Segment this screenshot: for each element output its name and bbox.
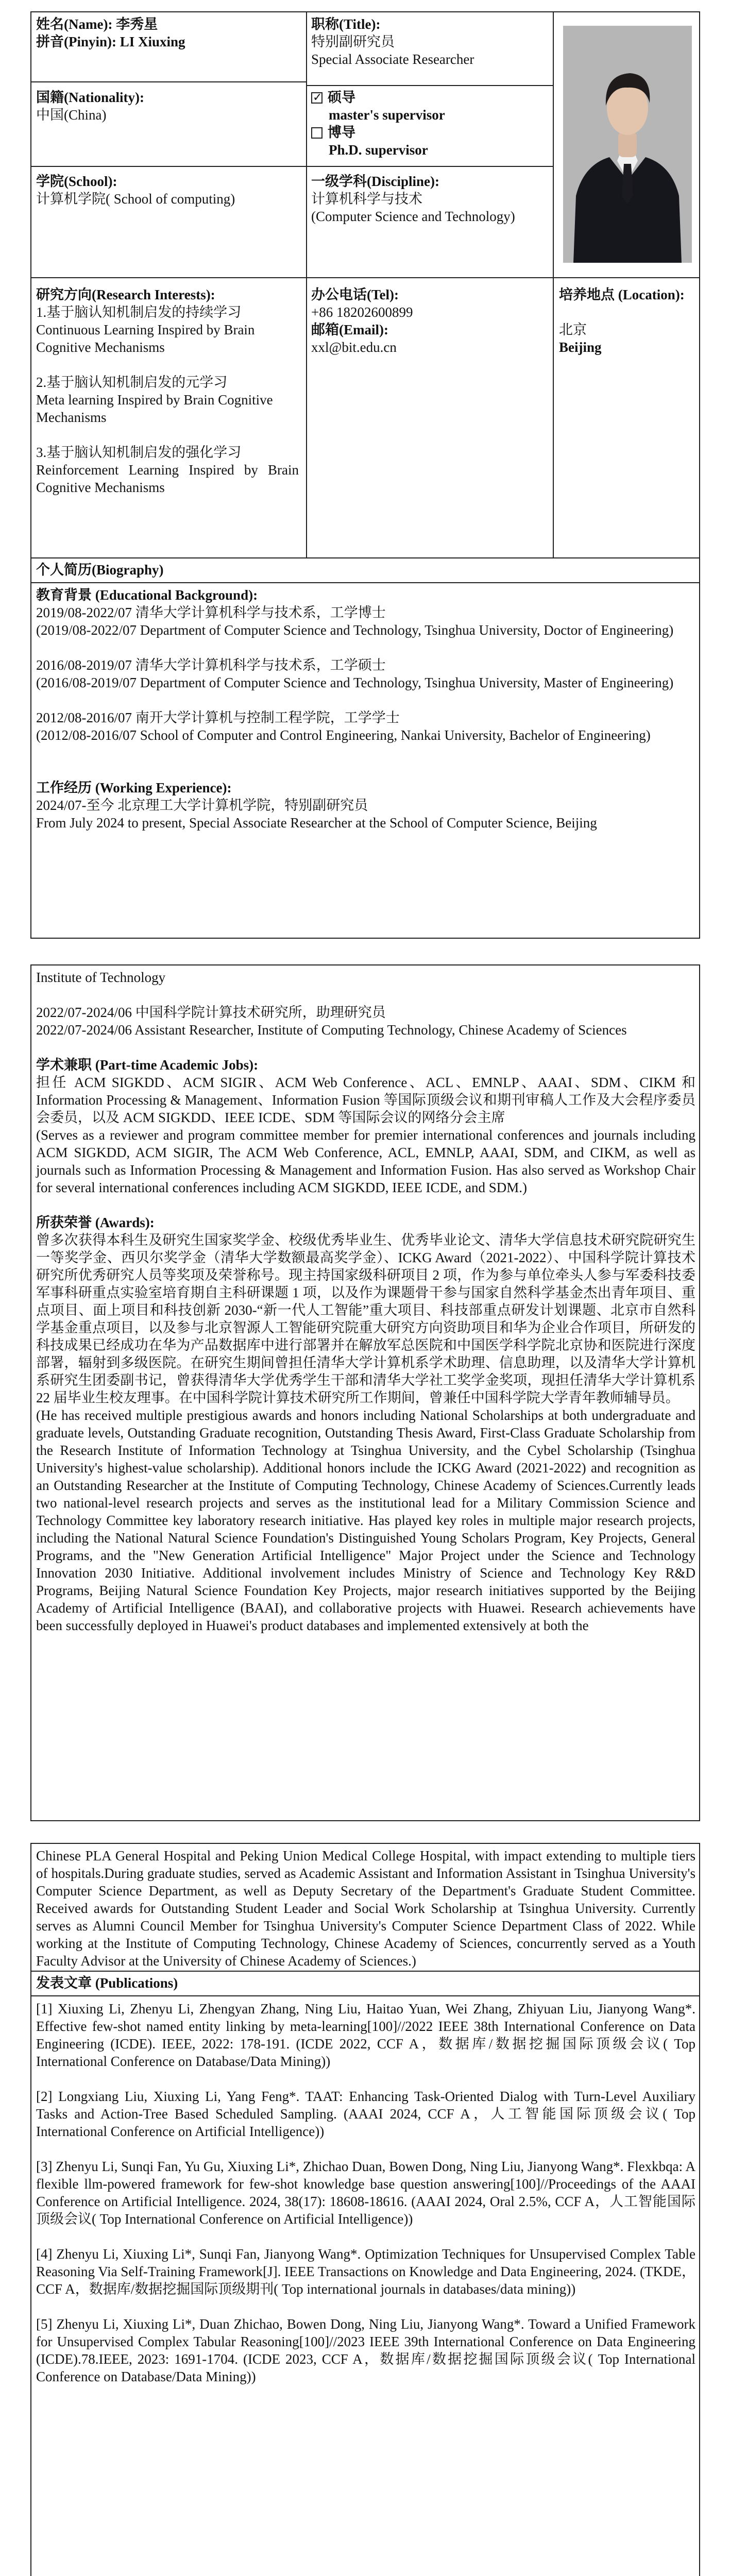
biography-header: 个人简历(Biography) xyxy=(36,562,164,578)
edu-2-cn: 2016/08-2019/07 清华大学计算机科学与技术系，工学硕士 xyxy=(36,657,386,673)
jobs-en: (Serves as a reviewer and program committee member for premier international conferences and journals including ACM SIGKDD, ACM SIGIR, The ACM Web Conference, ACL, EMNLP, AAAI, SDM, and CIKM, as well as journals such as Information Processing & Management and Information Fusion. Has also served as Workshop Chair for several international conferences including ACM SIGKDD, IEEE ICDE, and SDM.) xyxy=(36,1127,695,1195)
jobs-cn: 担任 ACM SIGKDD、ACM SIGIR、ACM Web Conference、ACL、EMNLP、AAAI、SDM、CIKM 和 Information Processing & Management、Information Fusion 等国际顶级会议和期刊审稿人工作及大会程序委员会委员，以及 ACM SIGKDD、IEEE ICDE、SDM 等国际会议的网络分会主席 xyxy=(36,1075,695,1125)
tel-value: +86 18202600899 xyxy=(311,304,413,320)
portrait-image xyxy=(563,26,692,263)
title-label: 职称(Title): xyxy=(311,16,381,32)
publication-item: [1] Xiuxing Li, Zhenyu Li, Zhengyan Zhang, Ning Liu, Haitao Yuan, Wei Zhang, Zhiyuan Liu, Jianyong Wang*. Effective few-shot named entity linking by meta-learning[100]//2022 IEEE 38th International Conference on Data Engineering (ICDE). IEEE, 2022: 178-191. (ICDE 2022, CCF A，数据库/数据挖掘国际顶级会议( Top International Conference on Database/Data Mining)) xyxy=(36,2001,695,2069)
school-label: 学院(School): xyxy=(36,174,117,189)
supervisor-cell xyxy=(311,89,548,159)
divider xyxy=(553,11,554,557)
research-item-2-cn: 2.基于脑认知机制启发的元学习 xyxy=(36,375,228,390)
supervisor-master-cn: 硕导 xyxy=(328,90,355,105)
location-cell xyxy=(559,286,695,356)
divider xyxy=(306,85,554,86)
work-1-cn: 2024/07-至今 北京理工大学计算机学院，特别副研究员 xyxy=(36,798,368,813)
discipline-value-1: 计算机科学与技术 xyxy=(311,191,422,207)
location-cn: 北京 xyxy=(559,322,587,337)
page-3 xyxy=(0,1832,730,2576)
work-1-en: From July 2024 to present, Special Associate Researcher at the School of Computer Science, Beijing xyxy=(36,815,597,831)
email-value: xxl@bit.edu.cn xyxy=(311,340,397,355)
school-value: 计算机学院( School of computing) xyxy=(36,191,235,207)
discipline-value-2: (Computer Science and Technology) xyxy=(311,209,515,224)
title-cell xyxy=(311,15,548,68)
edu-1-en: (2019/08-2022/07 Department of Computer Science and Technology, Tsinghua University, Doctor of Engineering) xyxy=(36,622,674,638)
nationality-label: 国籍(Nationality): xyxy=(36,90,144,105)
awards-heading: 所获荣誉 (Awards): xyxy=(36,1215,155,1230)
biography-body-2 xyxy=(36,969,695,1634)
work-1-en-cont: Institute of Technology xyxy=(36,970,166,985)
research-cell xyxy=(36,286,299,496)
awards-cn: 曾多次获得本科生及研究生国家奖学金、校级优秀毕业生、优秀毕业论文、清华大学信息技术研究院研究生一等奖学金、西贝尔奖学金（清华大学数额最高奖学金）、ICKG Award（2021-2022）、中国科学院计算技术研究所优秀研究人员等奖项及荣誉称号。现主持国家级科研项目 2 项，作为参与单位牵头人参与军委科技委军事科研重点实验室培育期自主科研课题 1 项，以及作为课题骨干参与国家自然科学基金杰出青年项目、重点项目、面上项目和科技创新 2030-“新一代人工智能”重大项目、科技部重点研发计划课题、北京市自然科学基金重点项目，以及参与北京智源人工智能研究院重大研究方向资助项目和华为企业合作项目，所研发的科技成果已经成功在华为产品数据库中进行部署并在解放军总医院和中国医学科学院北京协和医院进行深度部署，辐射到多级医院。在研究生期间曾担任清华大学计算机系学术助理、信息助理，以及清华大学计算机系研究生团委副书记，曾获得清华大学优秀学生干部和清华大学社工奖学金奖项，现担任清华大学计算机系 22 届毕业生校友理事。在中国科学院计算技术研究所工作期间，曾兼任中国科学院大学青年教师辅导员。 xyxy=(36,1232,695,1405)
awards-en: (He has received multiple prestigious awards and honors including National Scholarships at both undergraduate and graduate levels, Outstanding Graduate recognition, Outstanding Thesis Award, First-Class Graduate Scholarship from the Research Institute of Information Technology at Tsinghua University, and the Cybel Scholarship (Tsinghua University's highest-value scholarship). Additional honors include the ICKG Award (2021-2022) and recognition as an Outstanding Researcher at the Institute of Computing Technology, Chinese Academy of Sciences.Currently leads two national-level research projects and serves as the institutional lead for a Military Commission Science and Technology Committee key laboratory research initiative. Has played key roles in multiple major research projects, including the National Natural Science Foundation's Distinguished Young Scholars Program, Key Projects, General Programs, and the "New Generation Artificial Intelligence" Major Project under the Science and Technology Innovation 2030 Initiative. Additional involvement includes Ministry of Science and Technology Key R&D Programs, Beijing Natural Science Foundation Key Projects, major research initiatives supported by the Beijing Academy of Artificial Intelligence (BAAI), and collaborative projects with Huawei. Research achievements have been successfully deployed in Huawei's product databases and implemented extensively at both the xyxy=(36,1408,695,1633)
edu-1-cn: 2019/08-2022/07 清华大学计算机科学与技术系，工学博士 xyxy=(36,605,386,620)
divider xyxy=(30,166,554,167)
name-line: 姓名(Name): 李秀星 xyxy=(36,16,158,32)
divider xyxy=(306,11,307,290)
email-label: 邮箱(Email): xyxy=(311,322,388,337)
publication-item: [3] Zhenyu Li, Sunqi Fan, Yu Gu, Xiuxing Li*, Zhichao Duan, Bowen Dong, Ning Liu, Jianyong Wang*. Flexkbqa: A flexible llm-powered framework for few-shot knowledge base question answering[100]//Proceedings of the AAAI Conference on Artificial Intelligence. 2024, 38(17): 18608-18616. (AAAI 2024, Oral 2.5%, CCF A，人工智能国际顶级会议( Top International Conference on Artificial Intelligence)) xyxy=(36,2159,695,2227)
divider xyxy=(30,582,700,583)
page-2 xyxy=(0,953,730,1832)
discipline-label: 一级学科(Discipline): xyxy=(311,174,439,189)
publication-item: [4] Zhenyu Li, Xiuxing Li*, Sunqi Fan, Jianyong Wang*. Optimization Techniques for Unsupervised Complex Table Reasoning Via Self-Training Framework[J]. IEEE Transactions on Knowledge and Data Engineering, 2024. (TKDE，CCF A，数据库/数据挖掘国际顶级期刊( Top international journals in databases/data mining)) xyxy=(36,2246,695,2297)
nationality-cell xyxy=(36,89,299,124)
research-item-1-cn: 1.基于脑认知机制启发的持续学习 xyxy=(36,304,242,320)
awards-en-cont: Chinese PLA General Hospital and Peking Union Medical College Hospital, with impact extending to multiple tiers of hospitals.During graduate studies, served as Academic Assistant and Information Assistant in Tsinghua University's Computer Science Department, as well as Deputy Secretary of the Department's Graduate Student Committee. Received awards for Outstanding Student Leader and Social Work Scholarship at Tsinghua University. Currently serves as Alumni Council Member for Tsinghua University's Computer Science Department Class of 2022. While working at the Institute of Computing Technology, Chinese Academy of Sciences, concurrently served as a Youth Faculty Advisor at the University of Chinese Academy of Sciences.) xyxy=(36,1848,695,1969)
nationality-value: 中国(China) xyxy=(36,107,107,123)
publications-header: 发表文章 (Publications) xyxy=(36,1975,178,1991)
research-item-2-en: Meta learning Inspired by Brain Cognitive Mechanisms xyxy=(36,392,273,425)
research-item-3-cn: 3.基于脑认知机制启发的强化学习 xyxy=(36,445,242,460)
tel-label: 办公电话(Tel): xyxy=(311,287,399,302)
page-1 xyxy=(0,0,730,953)
divider xyxy=(306,277,307,558)
title-cn: 特别副研究员 xyxy=(311,34,395,49)
publication-item: [5] Zhenyu Li, Xiuxing Li*, Duan Zhichao, Bowen Dong, Ning Liu, Jianyong Wang*. Toward a Unified Framework for Unsupervised Complex Tabular Reasoning[100]//2023 IEEE 39th International Conference on Data Engineering (ICDE).78.IEEE, 2023: 1691-1704. (ICDE 2023, CCF A，数据库/数据挖掘国际顶级会议( Top International Conference on Database/Data Mining)) xyxy=(36,2316,695,2384)
jobs-heading: 学术兼职 (Part-time Academic Jobs): xyxy=(36,1057,259,1073)
supervisor-phd-en: Ph.D. supervisor xyxy=(329,142,428,158)
research-item-3-en: Reinforcement Learning Inspired by Brain Cognitive Mechanisms xyxy=(36,462,299,495)
divider xyxy=(30,1971,700,1972)
contact-cell xyxy=(311,286,548,356)
profile-photo xyxy=(563,26,692,263)
location-en: Beijing xyxy=(559,340,602,355)
pinyin-line: 拼音(Pinyin): LI Xiuxing xyxy=(36,34,185,49)
location-label: 培养地点 (Location): xyxy=(559,287,685,302)
work-heading: 工作经历 (Working Experience): xyxy=(36,780,232,795)
supervisor-master-en: master's supervisor xyxy=(329,107,445,123)
discipline-cell xyxy=(311,173,546,225)
divider xyxy=(30,277,700,278)
name-cell xyxy=(36,15,299,50)
biography-body-1 xyxy=(36,586,695,832)
supervisor-phd-cn: 博导 xyxy=(328,125,355,140)
title-en: Special Associate Researcher xyxy=(311,52,474,67)
publication-item: [2] Longxiang Liu, Xiuxing Li, Yang Feng*. TAAT: Enhancing Task-Oriented Dialog with Turn-Level Auxiliary Tasks and Action-Tree Based Scheduled Sampling. (AAAI 2024, CCF A，人工智能国际顶级会议( Top International Conference on Artificial Intelligence)) xyxy=(36,2089,695,2139)
publications-list xyxy=(36,2000,695,2403)
education-heading: 教育背景 (Educational Background): xyxy=(36,587,258,603)
divider xyxy=(30,1995,700,1996)
work-2-en: 2022/07-2024/06 Assistant Researcher, Institute of Computing Technology, Chinese Academy of Sciences xyxy=(36,1022,627,1038)
edu-3-en: (2012/08-2016/07 School of Computer and Control Engineering, Nankai University, Bachelor of Engineering) xyxy=(36,727,651,743)
research-item-1-en: Continuous Learning Inspired by Brain Cognitive Mechanisms xyxy=(36,322,255,355)
checkbox-checked-icon xyxy=(311,92,322,104)
divider xyxy=(30,81,307,82)
research-label: 研究方向(Research Interests): xyxy=(36,287,215,302)
edu-2-en: (2016/08-2019/07 Department of Computer Science and Technology, Tsinghua University, Master of Engineering) xyxy=(36,675,674,690)
checkbox-unchecked-icon xyxy=(311,127,322,139)
school-cell xyxy=(36,173,299,208)
divider xyxy=(30,557,700,558)
edu-3-cn: 2012/08-2016/07 南开大学计算机与控制工程学院，工学学士 xyxy=(36,710,400,725)
work-2-cn: 2022/07-2024/06 中国科学院计算技术研究所，助理研究员 xyxy=(36,1005,386,1020)
